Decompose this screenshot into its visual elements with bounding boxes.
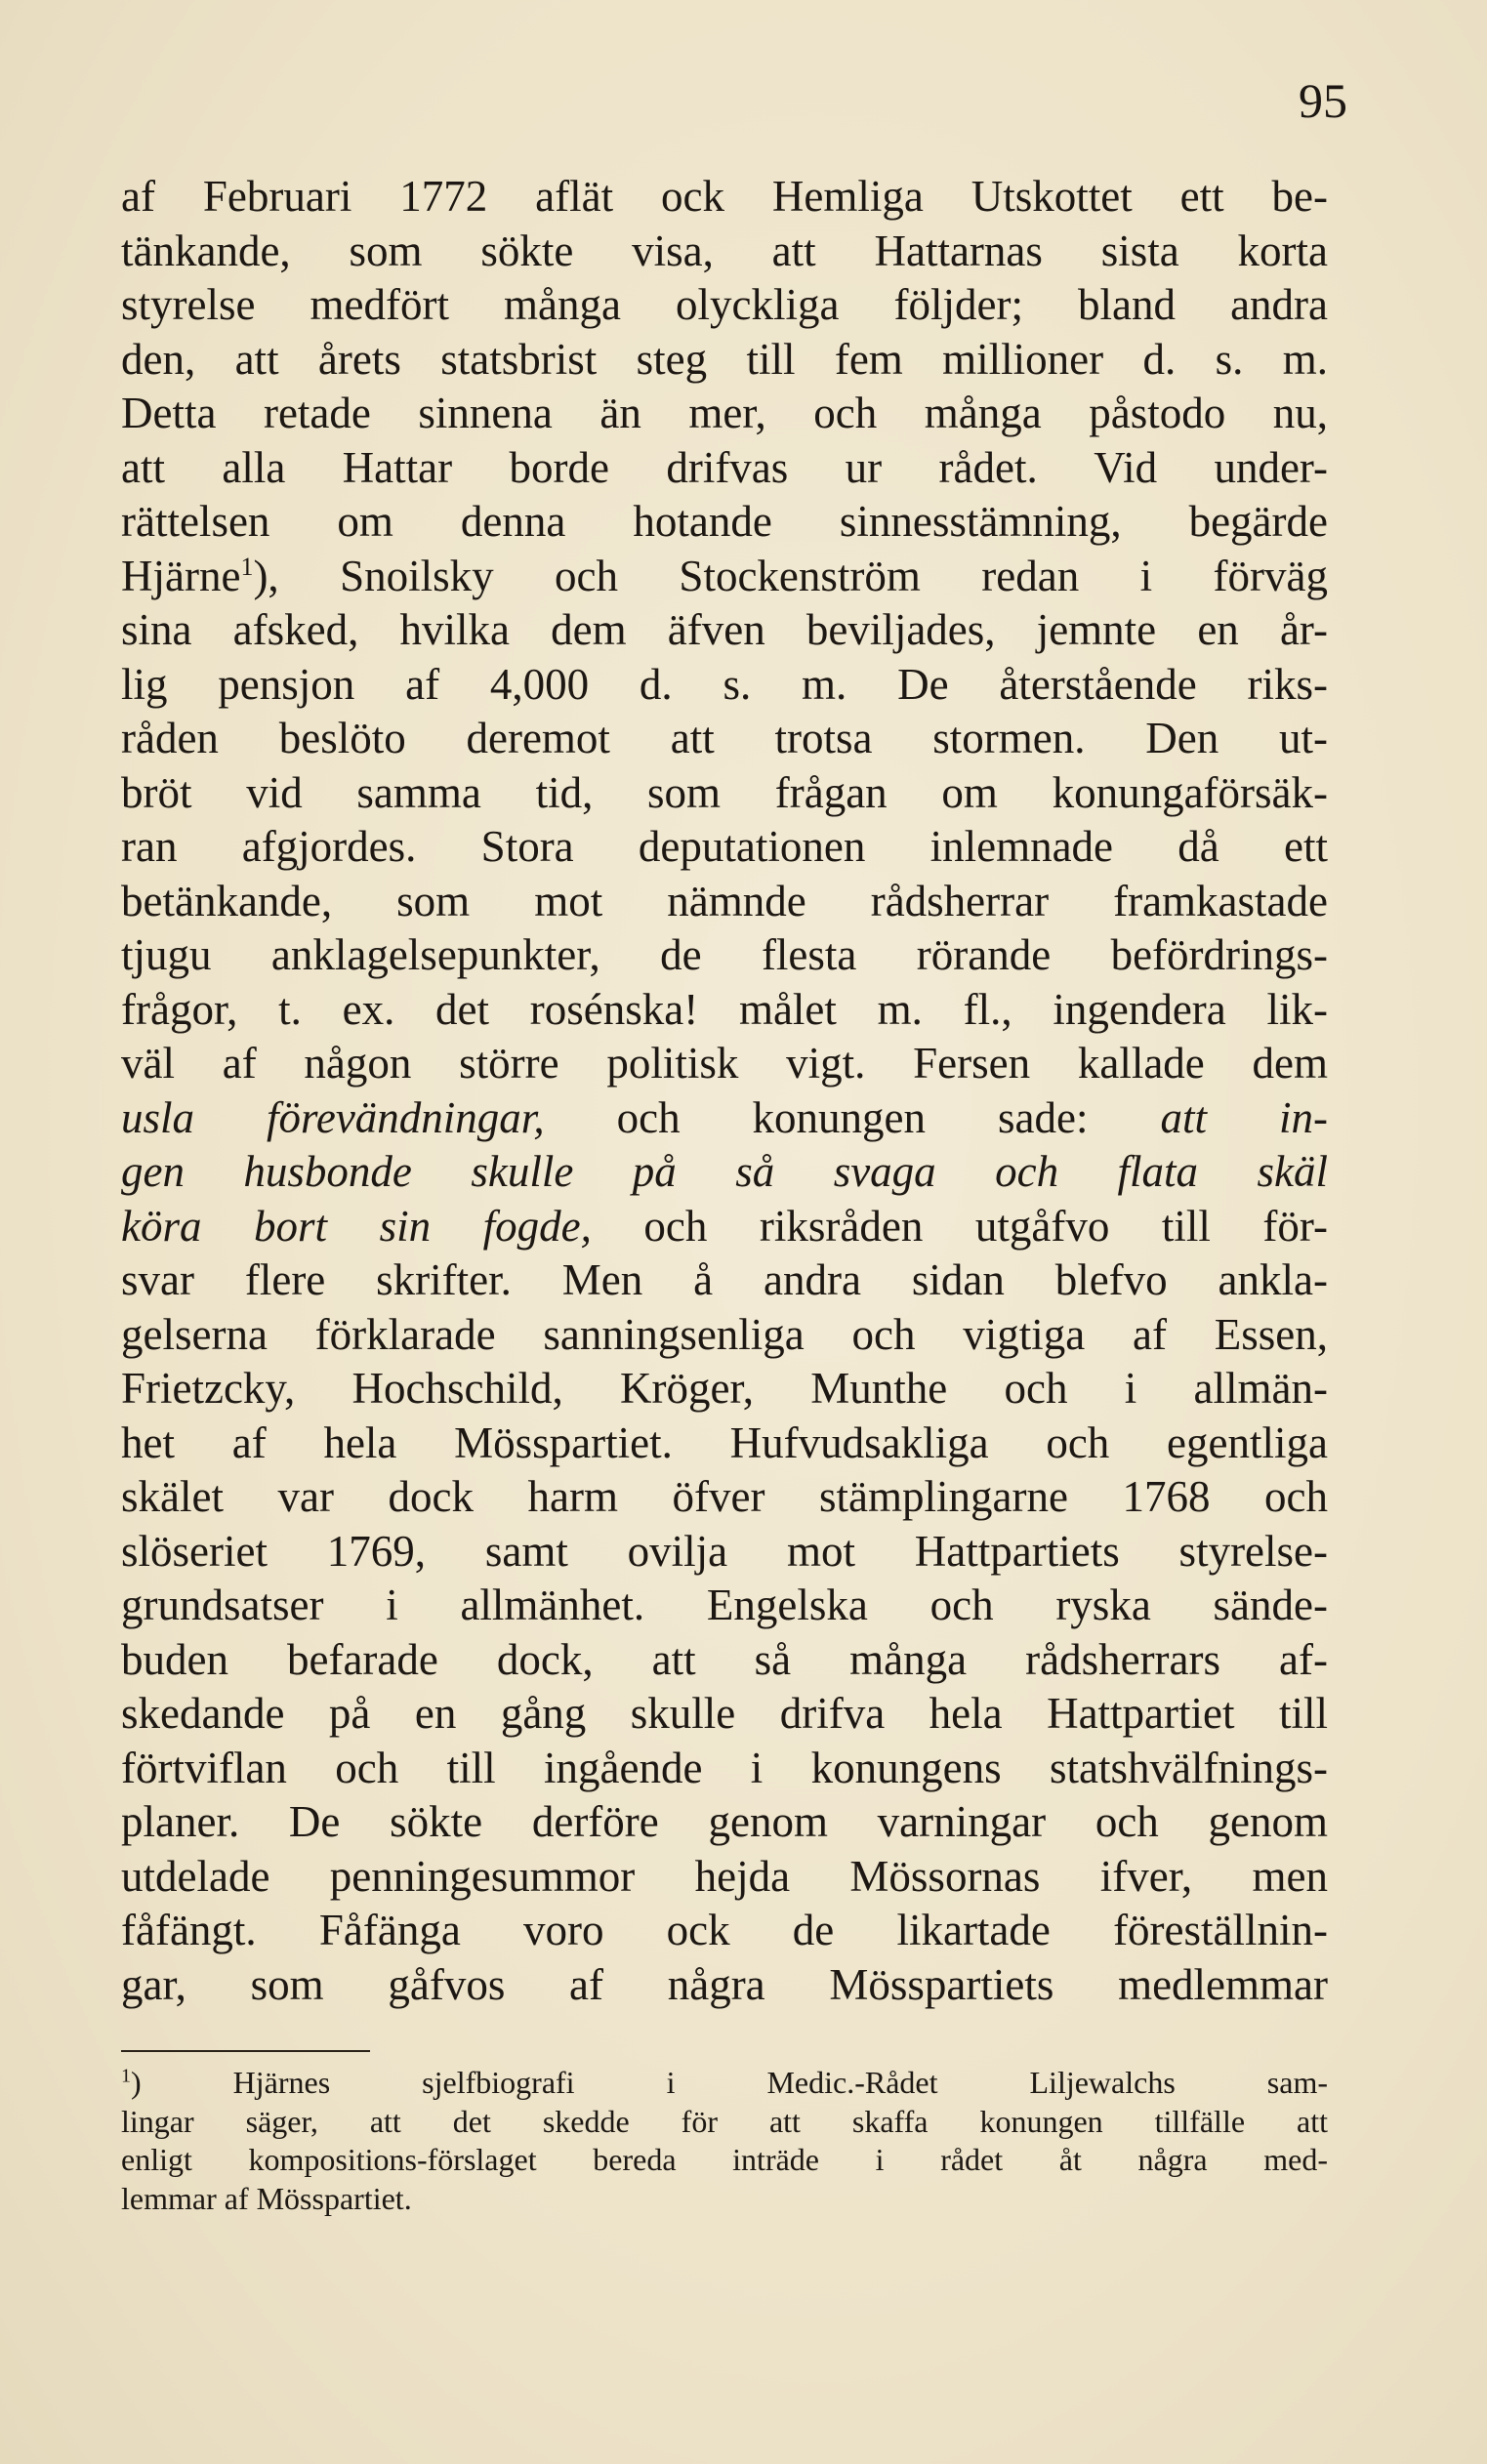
text-line bbox=[121, 278, 1328, 333]
text-line bbox=[121, 550, 1328, 604]
text-line bbox=[121, 603, 1328, 658]
text-line bbox=[121, 387, 1328, 441]
text-run: sina afsked, hvilka dem äfven beviljades, jemnte en år- bbox=[121, 605, 1328, 654]
text-line bbox=[121, 1795, 1328, 1850]
text-run: lemmar af Mösspartiet. bbox=[121, 2180, 412, 2216]
text-line bbox=[121, 1200, 1328, 1254]
text-run: lig pensjon af 4,000 d. s. m. De återstående riks- bbox=[121, 659, 1328, 709]
text-run: enligt kompositions-förslaget bereda inträde i rådet åt några med- bbox=[121, 2142, 1328, 2177]
text-run: af Februari 1772 aflät ock Hemliga Utskottet ett be- bbox=[121, 172, 1328, 221]
text-run: het af hela Mösspartiet. Hufvudsakliga och egentliga bbox=[121, 1417, 1328, 1467]
text-run: fåfängt. Fåfänga voro ock de likartade föreställnin- bbox=[121, 1906, 1328, 1954]
text-run: skedande på en gång skulle drifva hela Hattpartiet till bbox=[121, 1689, 1328, 1738]
footnote-line bbox=[121, 2064, 1328, 2103]
text-run: grundsatser i allmänhet. Engelska och ryska sände- bbox=[121, 1581, 1328, 1629]
text-line bbox=[121, 1037, 1328, 1091]
text-run: Detta retade sinnena än mer, och många påstodo nu, bbox=[121, 389, 1328, 437]
text-run: slöseriet 1769, samt ovilja mot Hattpartiets styrelse- bbox=[121, 1526, 1328, 1576]
text-line bbox=[121, 712, 1328, 766]
text-line bbox=[121, 1904, 1328, 1958]
text-run: ran afgjordes. Stora deputationen inlemnade då ett bbox=[121, 822, 1328, 871]
footnote-marker: 1 bbox=[121, 2065, 131, 2087]
text-run: och konungen sade: bbox=[544, 1092, 1161, 1142]
text-run: väl af någon större politisk vigt. Fersen kallade dem bbox=[121, 1039, 1328, 1088]
text-line bbox=[121, 1362, 1328, 1417]
text-line bbox=[121, 1958, 1328, 2013]
text-line bbox=[121, 1633, 1328, 1688]
text-line bbox=[121, 495, 1328, 550]
text-run: ) Hjärnes sjelfbiografi i Medic.-Rådet Liljewalchs sam- bbox=[131, 2065, 1328, 2100]
text-line bbox=[121, 1850, 1328, 1905]
text-run: betänkande, som mot nämnde rådsherrar framkastade bbox=[121, 876, 1328, 925]
text-run: svar flere skrifter. Men å andra sidan blefvo ankla- bbox=[121, 1255, 1328, 1304]
text-run: förtviflan och till ingående i konungens statshvälfnings- bbox=[121, 1743, 1328, 1792]
italic-text: usla förevändningar, bbox=[121, 1092, 545, 1142]
text-line bbox=[121, 441, 1328, 496]
text-line bbox=[121, 225, 1328, 279]
text-line bbox=[121, 1308, 1328, 1363]
footnote-line bbox=[121, 2103, 1328, 2142]
text-line bbox=[121, 333, 1328, 388]
footnote-line bbox=[121, 2141, 1328, 2180]
text-run: råden beslöto deremot att trotsa stormen. Den ut- bbox=[121, 714, 1328, 762]
text-run: tjugu anklagelsepunkter, de flesta rörande befördrings- bbox=[121, 930, 1328, 979]
text-line bbox=[121, 1253, 1328, 1308]
footnote-rule bbox=[121, 2050, 370, 2052]
text-run: och riksråden utgåfvo till för- bbox=[591, 1201, 1328, 1251]
text-line bbox=[121, 1470, 1328, 1525]
text-run: planer. De sökte derföre genom varningar och genom bbox=[121, 1797, 1328, 1846]
text-run: Hjärne bbox=[121, 551, 241, 600]
text-line bbox=[121, 1091, 1328, 1146]
text-run: gelserna förklarade sanningsenliga och vigtiga af Essen, bbox=[121, 1309, 1328, 1359]
text-run: utdelade penningesummor hejda Mössornas ifver, men bbox=[121, 1851, 1328, 1901]
text-run: styrelse medfört många olyckliga följder; bland andra bbox=[121, 280, 1328, 329]
text-line bbox=[121, 1742, 1328, 1796]
text-line bbox=[121, 983, 1328, 1038]
text-run: rättelsen om denna hotande sinnesstämning, begärde bbox=[121, 497, 1328, 546]
text-line bbox=[121, 658, 1328, 713]
text-line bbox=[121, 170, 1328, 225]
text-run: tänkande, som sökte visa, att Hattarnas sista korta bbox=[121, 226, 1328, 275]
text-run: frågor, t. ex. det rosénska! målet m. fl., ingendera lik- bbox=[121, 984, 1328, 1034]
footnote-marker: 1 bbox=[240, 552, 254, 581]
italic-text: gen husbonde skulle på så svaga och flata skäl bbox=[121, 1147, 1328, 1196]
footnote-line bbox=[121, 2180, 1328, 2219]
text-run: buden befarade dock, att så många rådsherrars af- bbox=[121, 1634, 1328, 1684]
text-run: den, att årets statsbrist steg till fem millioner d. s. m. bbox=[121, 334, 1328, 384]
italic-text: att in- bbox=[1160, 1092, 1328, 1142]
page-number: 95 bbox=[1299, 73, 1347, 128]
text-line bbox=[121, 1145, 1328, 1200]
text-run: Frietzcky, Hochschild, Kröger, Munthe och i allmän- bbox=[121, 1364, 1328, 1413]
text-run: att alla Hattar borde drifvas ur rådet. Vid under- bbox=[121, 442, 1328, 492]
text-run: gar, som gåfvos af några Mösspartiets medlemmar bbox=[121, 1959, 1328, 2009]
text-run: ), Snoilsky och Stockenström redan i förväg bbox=[253, 551, 1328, 600]
text-line bbox=[121, 820, 1328, 875]
text-line bbox=[121, 1579, 1328, 1633]
text-line bbox=[121, 766, 1328, 821]
text-line bbox=[121, 875, 1328, 929]
text-run: bröt vid samma tid, som frågan om konungaförsäk- bbox=[121, 767, 1328, 817]
text-line bbox=[121, 1525, 1328, 1580]
text-line bbox=[121, 928, 1328, 983]
text-line bbox=[121, 1417, 1328, 1471]
body-text bbox=[121, 170, 1328, 2012]
text-line bbox=[121, 1687, 1328, 1742]
text-run: skälet var dock harm öfver stämplingarne 1768 och bbox=[121, 1472, 1328, 1521]
italic-text: köra bort sin fogde, bbox=[121, 1201, 592, 1251]
text-run: lingar säger, att det skedde för att skaffa konungen tillfälle att bbox=[121, 2103, 1328, 2139]
footnote bbox=[121, 2064, 1328, 2218]
